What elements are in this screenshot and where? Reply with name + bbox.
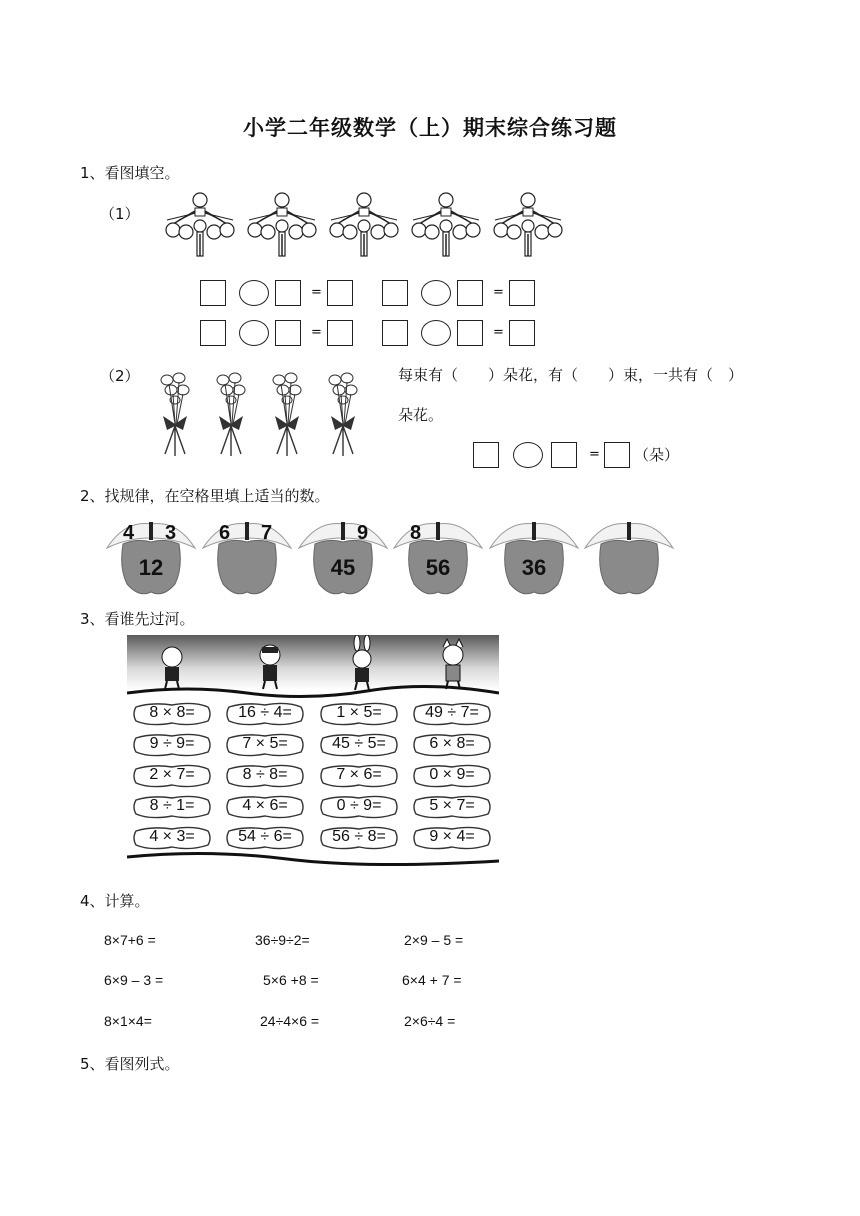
stepping-stone-problem — [412, 825, 492, 849]
bouquet-icon — [217, 373, 245, 456]
apple-icon — [201, 518, 293, 596]
question-5-label: 5、看图列式。 — [80, 1055, 180, 1073]
stepping-stone-problem — [319, 794, 399, 818]
apple-right-number: 3 — [165, 522, 177, 544]
answer-box[interactable] — [275, 320, 301, 346]
stone-problem-text: 9 ÷ 9= — [149, 735, 195, 752]
answer-box[interactable] — [382, 320, 408, 346]
question-1-part2-text-line1: 每束有（ ）朵花，有（ ）束，一共有（ ） — [398, 366, 744, 384]
apple-right-number: 7 — [261, 522, 273, 544]
equals-sign: = — [493, 325, 504, 340]
answer-box[interactable] — [457, 320, 483, 346]
stone-problem-text: 45 ÷ 5= — [332, 735, 386, 752]
stone-problem-text: 7 × 6= — [336, 766, 382, 783]
stepping-stone-problem — [132, 825, 212, 849]
apple-left-number: 4 — [123, 522, 135, 544]
operator-circle[interactable] — [421, 280, 451, 306]
stepping-stone-problem — [412, 732, 492, 756]
lamp-icon — [330, 193, 398, 256]
apple-product-number: 56 — [425, 555, 451, 580]
question-1-part1-label: （1） — [100, 205, 140, 223]
lamp-icon — [248, 193, 316, 256]
apple-item — [297, 518, 389, 596]
answer-box[interactable] — [382, 280, 408, 306]
answer-box[interactable] — [275, 280, 301, 306]
stepping-stone-problem — [225, 732, 305, 756]
stepping-stone-problem — [319, 763, 399, 787]
flower-bouquet-illustration — [155, 372, 385, 460]
answer-box[interactable] — [200, 280, 226, 306]
stepping-stone-problem — [319, 825, 399, 849]
stone-problem-text: 9 × 4= — [429, 828, 475, 845]
stepping-stone-problem — [132, 794, 212, 818]
apple-product-number: 12 — [138, 555, 164, 580]
question-4-label: 4、计算。 — [80, 892, 150, 910]
stepping-stone-problem — [132, 701, 212, 725]
lamp-icon — [494, 193, 562, 256]
stepping-stone-problem — [225, 701, 305, 725]
page-title: 小学二年级数学（上）期末综合练习题 — [243, 116, 617, 140]
stone-problem-text: 5 × 7= — [429, 797, 475, 814]
stone-problem-text: 0 ÷ 9= — [336, 797, 382, 814]
calc-problem: 36÷9÷2= — [255, 932, 310, 948]
answer-box[interactable] — [327, 280, 353, 306]
stepping-stone-problem — [412, 794, 492, 818]
apple-product-number: 36 — [521, 555, 547, 580]
answer-box[interactable] — [473, 442, 499, 468]
stone-problem-text: 2 × 7= — [149, 766, 195, 783]
stone-problem-text: 6 × 8= — [429, 735, 475, 752]
stone-problem-text: 8 ÷ 8= — [242, 766, 288, 783]
stepping-stone-problem — [132, 732, 212, 756]
stone-problem-text: 56 ÷ 8= — [332, 828, 386, 845]
answer-box[interactable] — [509, 320, 535, 346]
bouquet-icon — [161, 373, 189, 456]
answer-box[interactable] — [327, 320, 353, 346]
stepping-stone-problem — [225, 794, 305, 818]
stepping-stone-problem — [319, 732, 399, 756]
calc-problem: 8×1×4= — [104, 1013, 152, 1029]
calc-problem: 2×6÷4 = — [404, 1013, 456, 1029]
answer-box[interactable] — [200, 320, 226, 346]
apple-left-number: 6 — [219, 522, 231, 544]
apple-item — [583, 518, 675, 596]
lamp-icon — [166, 193, 234, 256]
bouquet-icon — [273, 373, 301, 456]
river-crossing-panel — [127, 635, 499, 867]
stepping-stone-problem — [132, 763, 212, 787]
answer-box[interactable] — [509, 280, 535, 306]
stepping-stone-problem — [412, 701, 492, 725]
equals-sign: = — [311, 325, 322, 340]
answer-box[interactable] — [551, 442, 577, 468]
calc-problem: 24÷4×6 = — [260, 1013, 320, 1029]
stone-problem-text: 54 ÷ 6= — [238, 828, 292, 845]
operator-circle[interactable] — [239, 280, 269, 306]
answer-box[interactable] — [457, 280, 483, 306]
equals-sign: = — [493, 285, 504, 300]
answer-box[interactable] — [604, 442, 630, 468]
stone-problem-text: 16 ÷ 4= — [238, 704, 292, 721]
stepping-stone-problem — [319, 701, 399, 725]
stone-problem-text: 4 × 6= — [242, 797, 288, 814]
apple-right-number: 9 — [357, 522, 369, 544]
operator-circle[interactable] — [421, 320, 451, 346]
stone-problem-text: 8 ÷ 1= — [149, 797, 195, 814]
operator-circle[interactable] — [239, 320, 269, 346]
operator-circle[interactable] — [513, 442, 543, 468]
question-1-part2-text-line2: 朵花。 — [398, 406, 444, 424]
stepping-stone-problem — [412, 763, 492, 787]
calc-problem: 8×7+6 = — [104, 932, 156, 948]
stone-problem-text: 7 × 5= — [242, 735, 288, 752]
apple-icon — [583, 518, 675, 596]
equals-sign: = — [311, 285, 322, 300]
apple-left-number: 8 — [410, 522, 422, 544]
apple-item — [392, 518, 484, 596]
equals-sign: = — [589, 447, 600, 462]
stone-problem-text: 8 × 8= — [149, 704, 195, 721]
apple-product-number: 45 — [330, 555, 356, 580]
question-3-label: 3、看谁先过河。 — [80, 610, 195, 628]
calc-problem: 6×4 + 7 = — [402, 972, 462, 988]
unit-label: （朵） — [634, 446, 680, 464]
question-2-label: 2、找规律，在空格里填上适当的数。 — [80, 487, 330, 505]
apple-item — [201, 518, 293, 596]
calc-problem: 6×9 – 3 = — [104, 972, 164, 988]
calc-problem: 5×6 +8 = — [263, 972, 319, 988]
question-1-label: 1、看图填空。 — [80, 164, 180, 182]
lamp-icon — [412, 193, 480, 256]
stepping-stone-problem — [225, 763, 305, 787]
lamp-illustration — [165, 190, 575, 260]
stone-problem-text: 1 × 5= — [336, 704, 382, 721]
stepping-stone-problem — [225, 825, 305, 849]
stone-problem-text: 4 × 3= — [149, 828, 195, 845]
question-1-part2-label: （2） — [100, 367, 140, 385]
bouquet-icon — [329, 373, 357, 456]
stone-problem-text: 49 ÷ 7= — [425, 704, 479, 721]
calc-problem: 2×9 – 5 = — [404, 932, 464, 948]
apple-item — [488, 518, 580, 596]
apple-item — [105, 518, 197, 596]
stone-problem-text: 0 × 9= — [429, 766, 475, 783]
